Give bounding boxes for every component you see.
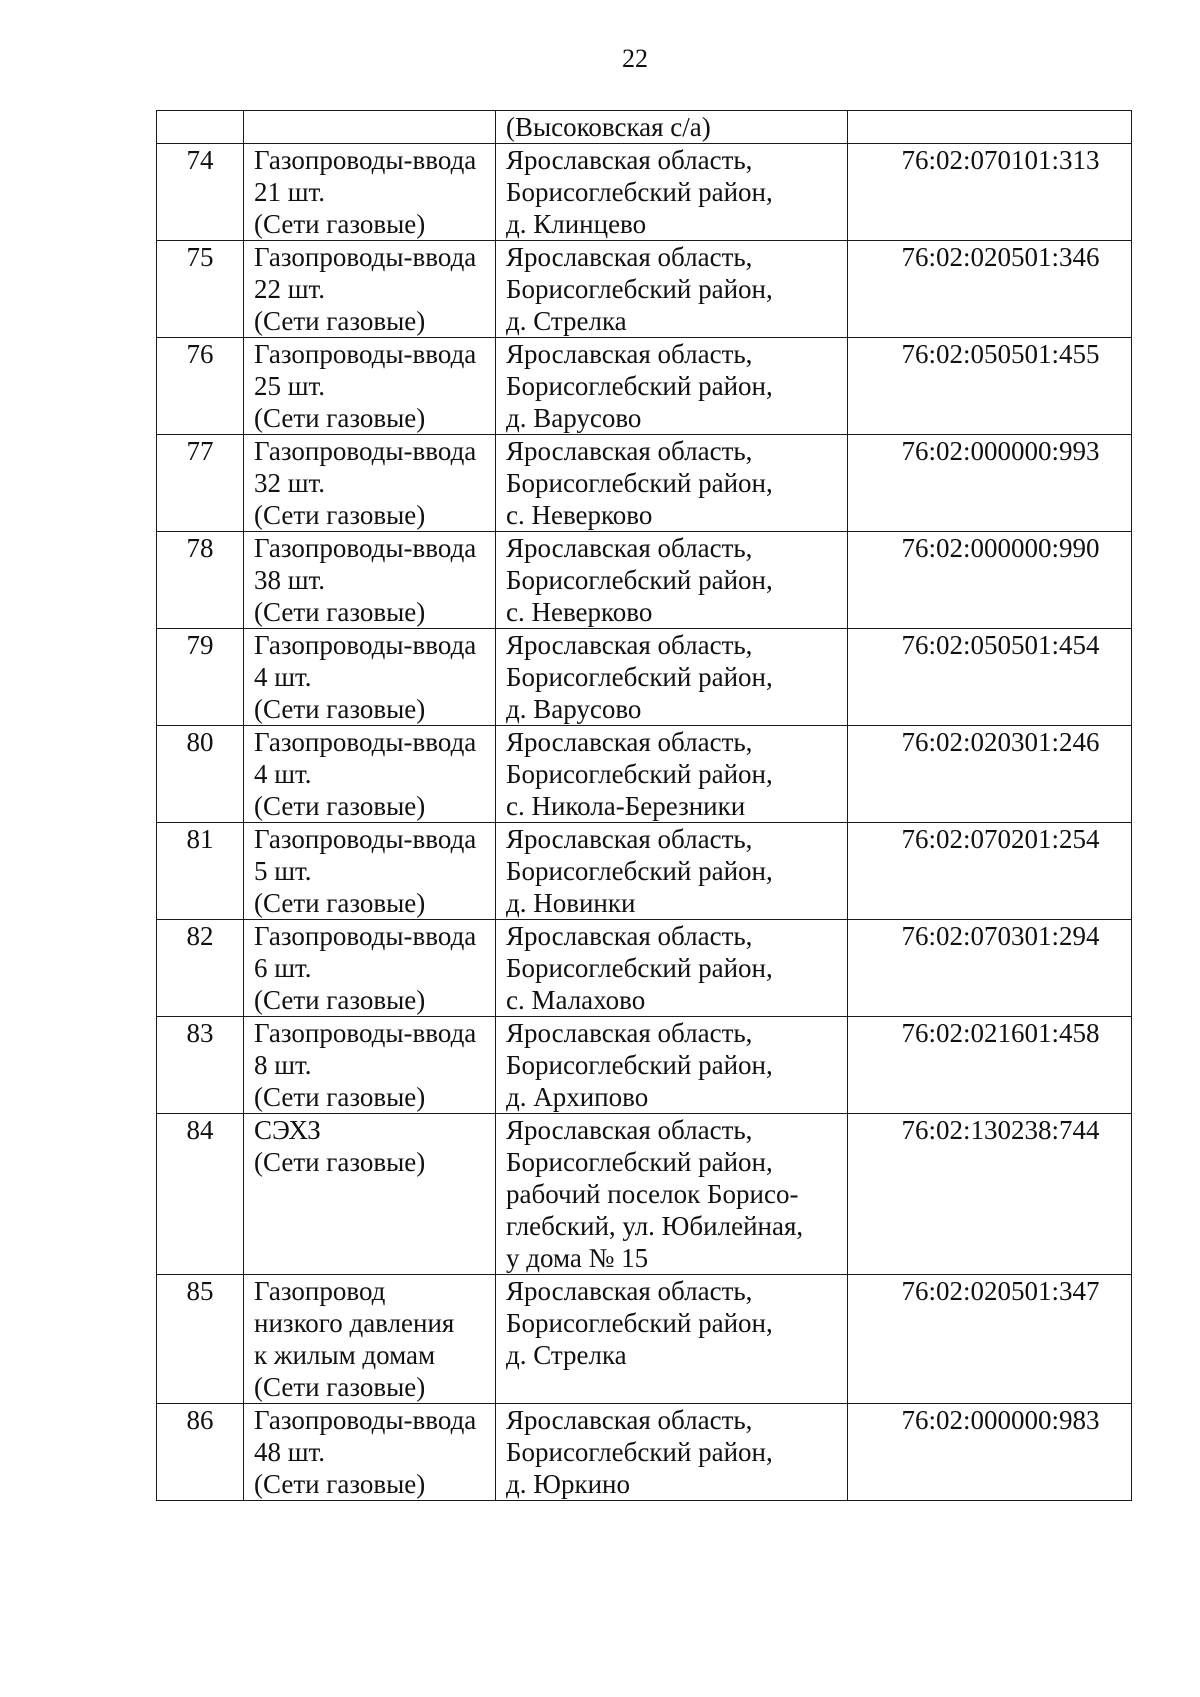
cadastral-number-cell: 76:02:020301:246	[848, 726, 1132, 823]
registry-table-body	[157, 111, 1132, 1501]
address-cell: Ярославская область, Борисоглебский район, д. Варусово	[496, 629, 848, 726]
table-row	[157, 1404, 1132, 1501]
address-cell: Ярославская область, Борисоглебский район, д. Юркино	[496, 1404, 848, 1501]
table-row	[157, 338, 1132, 435]
table-row	[157, 532, 1132, 629]
table-row	[157, 629, 1132, 726]
address-cell: Ярославская область, Борисоглебский район, д. Архипово	[496, 1017, 848, 1114]
object-name-cell: Газопроводы-ввода 6 шт. (Сети газовые)	[244, 920, 496, 1017]
address-cell: Ярославская область, Борисоглебский район, с. Никола-Березники	[496, 726, 848, 823]
address-cell: Ярославская область, Борисоглебский район, д. Стрелка	[496, 241, 848, 338]
cadastral-number-cell: 76:02:021601:458	[848, 1017, 1132, 1114]
table-row	[157, 823, 1132, 920]
row-number-cell: 84	[157, 1114, 244, 1275]
address-cell: Ярославская область, Борисоглебский район, с. Малахово	[496, 920, 848, 1017]
table-row	[157, 1114, 1132, 1275]
cadastral-number-cell: 76:02:130238:744	[848, 1114, 1132, 1275]
cadastral-number-cell: 76:02:020501:346	[848, 241, 1132, 338]
address-cell: (Высоковская с/а)	[496, 111, 848, 144]
table-row	[157, 435, 1132, 532]
table-row	[157, 1017, 1132, 1114]
object-name-cell: Газопроводы-ввода 21 шт. (Сети газовые)	[244, 144, 496, 241]
cadastral-number-cell: 76:02:020501:347	[848, 1275, 1132, 1404]
address-cell: Ярославская область, Борисоглебский район, с. Неверково	[496, 435, 848, 532]
cadastral-number-cell: 76:02:050501:455	[848, 338, 1132, 435]
table-row	[157, 144, 1132, 241]
cadastral-number-cell: 76:02:070201:254	[848, 823, 1132, 920]
row-number-cell: 82	[157, 920, 244, 1017]
registry-table	[156, 110, 1132, 1501]
address-cell: Ярославская область, Борисоглебский район, с. Неверково	[496, 532, 848, 629]
object-name-cell: Газопроводы-ввода 25 шт. (Сети газовые)	[244, 338, 496, 435]
object-name-cell: Газопроводы-ввода 4 шт. (Сети газовые)	[244, 726, 496, 823]
table-row	[157, 241, 1132, 338]
cadastral-number-cell: 76:02:000000:993	[848, 435, 1132, 532]
row-number-cell: 76	[157, 338, 244, 435]
page-number: 22	[622, 44, 648, 73]
cadastral-number-cell: 76:02:000000:983	[848, 1404, 1132, 1501]
object-name-cell: Газопровод низкого давления к жилым домам (Сети газовые)	[244, 1275, 496, 1404]
row-number-cell: 86	[157, 1404, 244, 1501]
object-name-cell: Газопроводы-ввода 5 шт. (Сети газовые)	[244, 823, 496, 920]
object-name-cell: Газопроводы-ввода 48 шт. (Сети газовые)	[244, 1404, 496, 1501]
row-number-cell: 85	[157, 1275, 244, 1404]
row-number-cell: 75	[157, 241, 244, 338]
table-row	[157, 920, 1132, 1017]
row-number-cell: 77	[157, 435, 244, 532]
address-cell: Ярославская область, Борисоглебский район, д. Стрелка	[496, 1275, 848, 1404]
cadastral-number-cell: 76:02:050501:454	[848, 629, 1132, 726]
object-name-cell: Газопроводы-ввода 22 шт. (Сети газовые)	[244, 241, 496, 338]
address-cell: Ярославская область, Борисоглебский район, рабочий поселок Борисо- глебский, ул. Юбилейная, у дома № 15	[496, 1114, 848, 1275]
row-number-cell: 78	[157, 532, 244, 629]
object-name-cell: Газопроводы-ввода 4 шт. (Сети газовые)	[244, 629, 496, 726]
table-row	[157, 111, 1132, 144]
row-number-cell: 80	[157, 726, 244, 823]
cadastral-number-cell: 76:02:070301:294	[848, 920, 1132, 1017]
table-row	[157, 726, 1132, 823]
object-name-cell: Газопроводы-ввода 8 шт. (Сети газовые)	[244, 1017, 496, 1114]
object-name-cell: Газопроводы-ввода 32 шт. (Сети газовые)	[244, 435, 496, 532]
cadastral-number-cell: 76:02:070101:313	[848, 144, 1132, 241]
row-number-cell: 74	[157, 144, 244, 241]
object-name-cell: СЭХЗ (Сети газовые)	[244, 1114, 496, 1275]
cadastral-number-cell: 76:02:000000:990	[848, 532, 1132, 629]
object-name-cell: Газопроводы-ввода 38 шт. (Сети газовые)	[244, 532, 496, 629]
address-cell: Ярославская область, Борисоглебский район, д. Варусово	[496, 338, 848, 435]
row-number-cell: 81	[157, 823, 244, 920]
address-cell: Ярославская область, Борисоглебский район, д. Клинцево	[496, 144, 848, 241]
row-number-cell: 83	[157, 1017, 244, 1114]
row-number-cell	[157, 111, 244, 144]
address-cell: Ярославская область, Борисоглебский район, д. Новинки	[496, 823, 848, 920]
cadastral-number-cell	[848, 111, 1132, 144]
table-row	[157, 1275, 1132, 1404]
object-name-cell	[244, 111, 496, 144]
row-number-cell: 79	[157, 629, 244, 726]
